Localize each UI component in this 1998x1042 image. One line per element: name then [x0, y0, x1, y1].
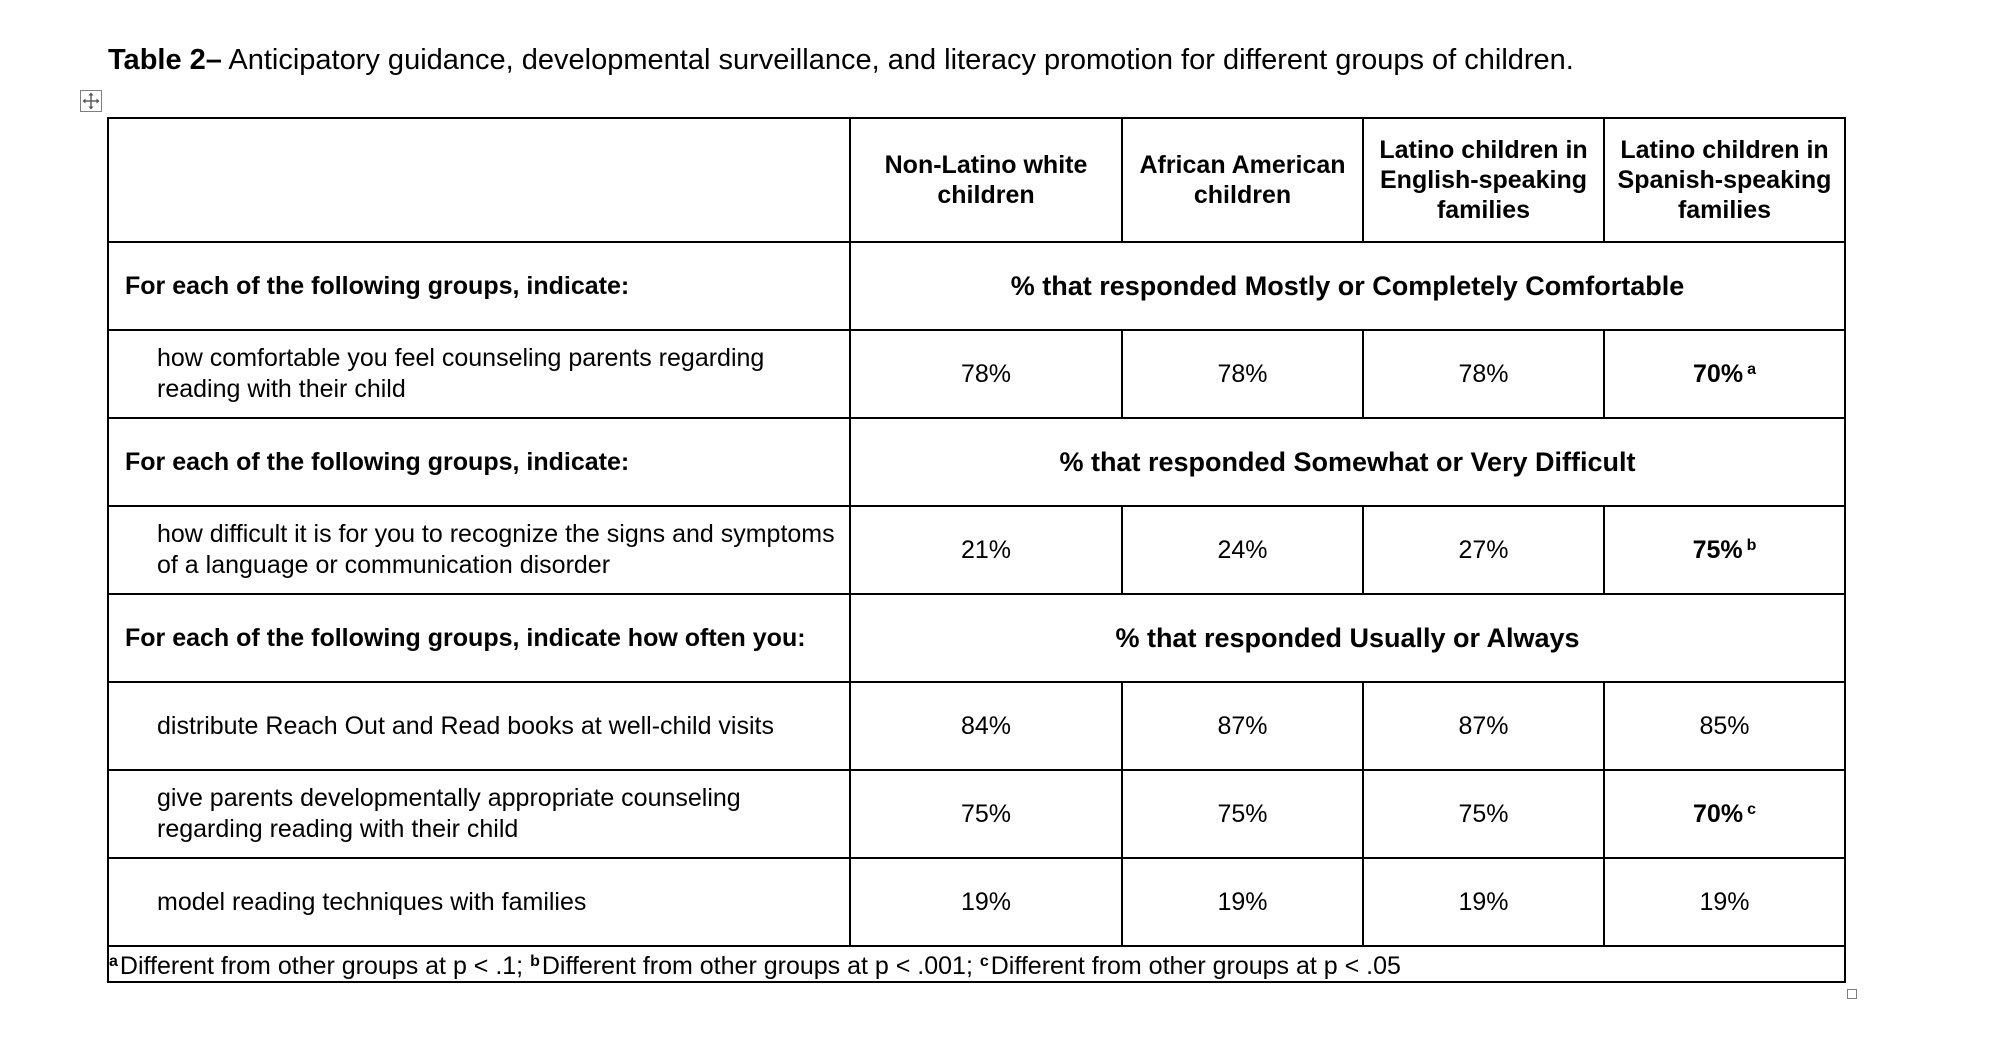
section-label: For each of the following groups, indicate:	[108, 242, 850, 330]
cell-value: 75%	[1692, 535, 1743, 564]
cell-value: 70%	[1693, 359, 1744, 388]
cell-latino-english: 75%	[1363, 770, 1604, 858]
column-header-row	[108, 118, 1845, 242]
cell-non-latino-white: 84%	[850, 682, 1122, 770]
row-label: give parents developmentally appropriate counseling regarding reading with their child	[108, 770, 850, 858]
footnote-text-c: Different from other groups at p < .05	[990, 952, 1401, 980]
row-label: distribute Reach Out and Read books at well-child visits	[108, 682, 850, 770]
footnote-text-b: Different from other groups at p < .001;	[541, 952, 980, 980]
data-table	[107, 117, 1846, 983]
cell-african-american: 24%	[1122, 506, 1363, 594]
cell-latino-spanish	[1604, 330, 1845, 418]
cell-african-american: 78%	[1122, 330, 1363, 418]
table-row	[108, 330, 1845, 418]
cell-latino-english: 78%	[1363, 330, 1604, 418]
cell-african-american: 19%	[1122, 858, 1363, 946]
resize-square-icon[interactable]	[1847, 989, 1857, 999]
significance-superscript: b	[1746, 536, 1757, 554]
footnote-text-a: Different from other groups at p < .1;	[119, 952, 531, 980]
section-row	[108, 242, 1845, 330]
column-header-african-american: African American children	[1122, 118, 1363, 242]
column-header-latino-english: Latino children in English-speaking families	[1363, 118, 1604, 242]
table-row	[108, 682, 1845, 770]
section-header: % that responded Mostly or Completely Comfortable	[850, 242, 1845, 330]
cell-non-latino-white: 75%	[850, 770, 1122, 858]
table-row	[108, 770, 1845, 858]
footnote-mark-a: a	[109, 953, 118, 970]
section-label: For each of the following groups, indicate how often you:	[108, 594, 850, 682]
cell-african-american: 75%	[1122, 770, 1363, 858]
column-header-empty	[108, 118, 850, 242]
section-label: For each of the following groups, indicate:	[108, 418, 850, 506]
cell-latino-spanish	[1604, 506, 1845, 594]
row-label: model reading techniques with families	[108, 858, 850, 946]
column-header-non-latino-white: Non-Latino white children	[850, 118, 1122, 242]
table-row	[108, 506, 1845, 594]
cell-latino-english: 87%	[1363, 682, 1604, 770]
section-row	[108, 418, 1845, 506]
footnote-row	[108, 946, 1845, 982]
table-row	[108, 858, 1845, 946]
move-arrows-icon[interactable]	[80, 90, 102, 112]
column-header-latino-spanish: Latino children in Spanish-speaking families	[1604, 118, 1845, 242]
significance-superscript: c	[1747, 800, 1756, 818]
section-row	[108, 594, 1845, 682]
cell-latino-spanish: 85%	[1604, 682, 1845, 770]
section-header: % that responded Somewhat or Very Difficult	[850, 418, 1845, 506]
cell-value: 70%	[1693, 799, 1744, 828]
cell-non-latino-white: 78%	[850, 330, 1122, 418]
cell-latino-english: 19%	[1363, 858, 1604, 946]
row-label: how difficult it is for you to recognize the signs and symptoms of a language or communication disorder	[108, 506, 850, 594]
table-caption-label: Table 2–	[108, 44, 222, 76]
table-caption-text: Anticipatory guidance, developmental surveillance, and literacy promotion for different groups of children.	[221, 44, 1574, 76]
cell-latino-spanish	[1604, 770, 1845, 858]
footnote-mark-c: c	[979, 953, 989, 970]
cell-latino-spanish: 19%	[1604, 858, 1845, 946]
significance-superscript: a	[1747, 360, 1756, 378]
section-header: % that responded Usually or Always	[850, 594, 1845, 682]
row-label: how comfortable you feel counseling parents regarding reading with their child	[108, 330, 850, 418]
footnote	[108, 946, 1845, 982]
cell-non-latino-white: 19%	[850, 858, 1122, 946]
footnote-mark-b: b	[530, 953, 540, 970]
cell-non-latino-white: 21%	[850, 506, 1122, 594]
cell-latino-english: 27%	[1363, 506, 1604, 594]
cell-african-american: 87%	[1122, 682, 1363, 770]
table-caption	[108, 40, 1574, 80]
